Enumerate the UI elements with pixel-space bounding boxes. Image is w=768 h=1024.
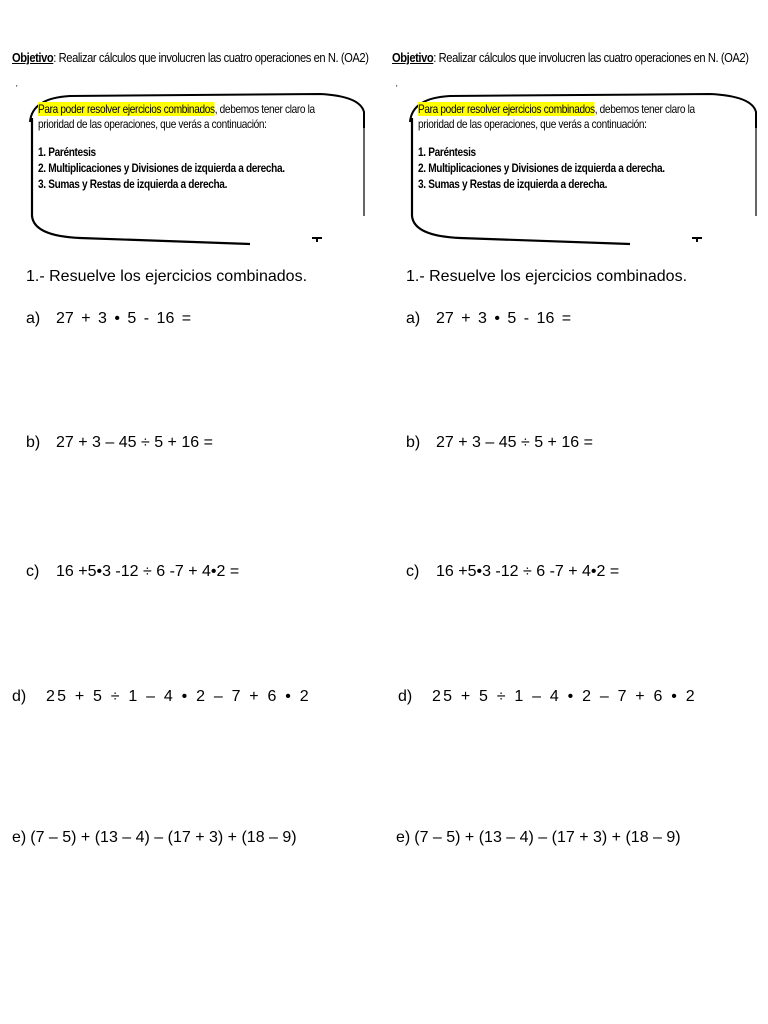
callout-text — [418, 102, 695, 192]
exercise-expression: 25 + 5 ÷ 1 – 4 • 2 – 7 + 6 • 2 — [46, 688, 311, 705]
objective-text: : Realizar cálculos que involucren las cuatro operaciones en N. (OA2) — [53, 50, 369, 65]
exercise-letter: d) — [12, 688, 27, 705]
exercise-b — [26, 434, 213, 452]
exercise-letter: c) — [406, 563, 420, 580]
priority-callout — [400, 88, 748, 246]
rule-item: 2. Multiplicaciones y Divisiones de izquierda a derecha. — [418, 161, 665, 175]
exercise-e — [396, 829, 681, 847]
callout-line2: prioridad de las operaciones, que verás a continuación: — [38, 117, 267, 131]
tick-mark: ' — [396, 84, 398, 93]
rule-item: 3. Sumas y Restas de izquierda a derecha. — [418, 177, 608, 191]
objective-text: : Realizar cálculos que involucren las cuatro operaciones en N. (OA2) — [433, 50, 749, 65]
objective-line — [12, 50, 369, 65]
objective-label: Objetivo — [12, 50, 54, 65]
exercise-d — [398, 688, 697, 706]
exercise-letter: e) — [396, 829, 411, 846]
exercise-expression: 27 + 3 • 5 - 16 = — [436, 310, 572, 327]
callout-line1-rest: , debemos tener claro la — [594, 102, 695, 116]
rule-item: 3. Sumas y Restas de izquierda a derecha. — [38, 177, 228, 191]
worksheet-left — [12, 0, 382, 1024]
priority-rules — [418, 144, 687, 192]
exercise-letter: c) — [26, 563, 40, 580]
exercise-a — [406, 310, 571, 328]
tick-mark: ' — [16, 84, 18, 93]
exercise-heading: 1.- Resuelve los ejercicios combinados. — [26, 268, 308, 285]
exercise-expression: (7 – 5) + (13 – 4) – (17 + 3) + (18 – 9) — [414, 829, 681, 846]
exercise-letter: b) — [406, 434, 421, 451]
exercise-c — [406, 563, 619, 581]
objective-line — [392, 50, 749, 65]
exercise-letter: e) — [12, 829, 27, 846]
exercise-b — [406, 434, 593, 452]
exercise-expression: (7 – 5) + (13 – 4) – (17 + 3) + (18 – 9) — [30, 829, 297, 846]
priority-callout — [20, 88, 368, 246]
exercise-expression: 16 +5•3 -12 ÷ 6 -7 + 4•2 = — [56, 563, 240, 580]
exercise-expression: 25 + 5 ÷ 1 – 4 • 2 – 7 + 6 • 2 — [432, 688, 697, 705]
highlighted-phrase: Para poder resolver ejercicios combinados — [38, 102, 215, 116]
callout-line2: prioridad de las operaciones, que verás a continuación: — [418, 117, 647, 131]
callout-text — [38, 102, 315, 192]
worksheet-right — [392, 0, 762, 1024]
rule-item: 1. Paréntesis — [418, 145, 476, 159]
exercise-letter: d) — [398, 688, 413, 705]
rule-item: 2. Multiplicaciones y Divisiones de izquierda a derecha. — [38, 161, 285, 175]
exercise-e — [12, 829, 297, 847]
exercise-expression: 16 +5•3 -12 ÷ 6 -7 + 4•2 = — [436, 563, 620, 580]
exercise-letter: b) — [26, 434, 41, 451]
exercise-letter: a) — [406, 310, 421, 327]
exercise-heading: 1.- Resuelve los ejercicios combinados. — [406, 268, 688, 285]
exercise-letter: a) — [26, 310, 41, 327]
exercise-expression: 27 + 3 – 45 ÷ 5 + 16 = — [56, 434, 213, 451]
exercise-a — [26, 310, 191, 328]
exercise-d — [12, 688, 311, 706]
priority-rules — [38, 144, 307, 192]
exercise-expression: 27 + 3 – 45 ÷ 5 + 16 = — [436, 434, 593, 451]
highlighted-phrase: Para poder resolver ejercicios combinados — [418, 102, 595, 116]
callout-line1-rest: , debemos tener claro la — [214, 102, 315, 116]
objective-label: Objetivo — [392, 50, 434, 65]
rule-item: 1. Paréntesis — [38, 145, 96, 159]
exercise-c — [26, 563, 239, 581]
exercise-expression: 27 + 3 • 5 - 16 = — [56, 310, 192, 327]
